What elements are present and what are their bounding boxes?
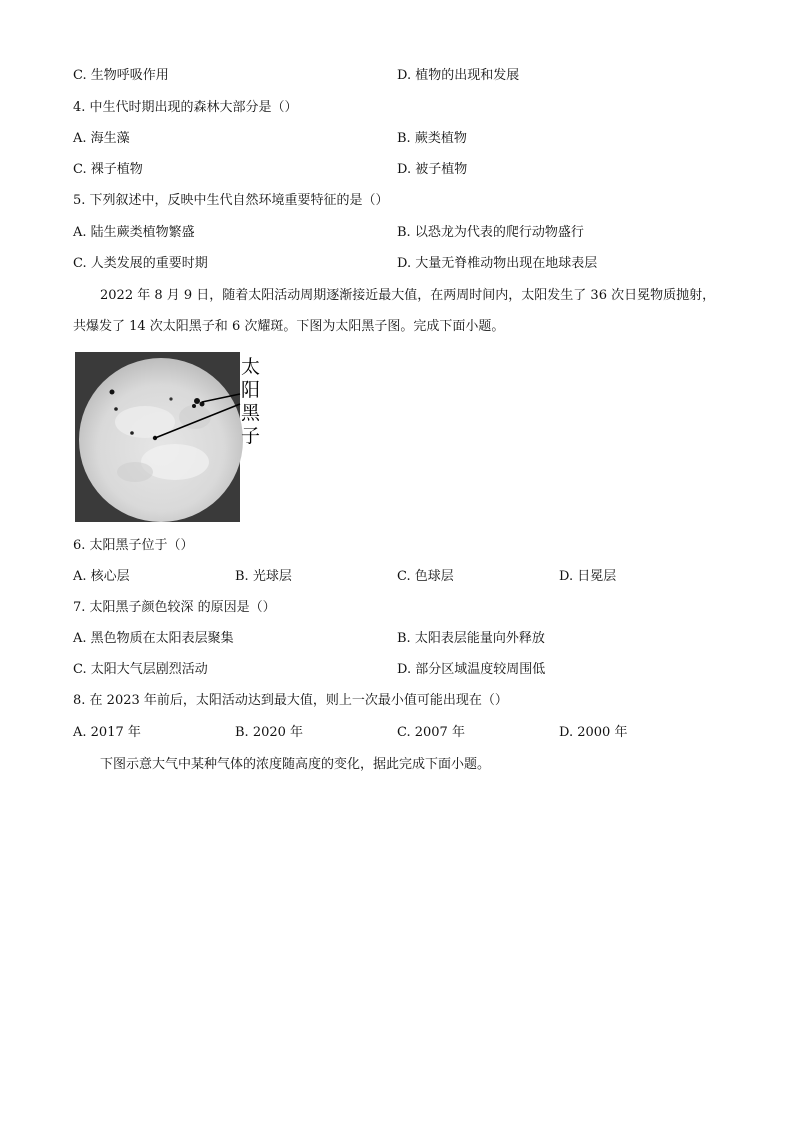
- passage-atmosphere: 下图示意大气中某种气体的浓度随高度的变化，据此完成下面小题。: [100, 757, 491, 772]
- q5-option-b: B. 以恐龙为代表的爬行动物盛行: [397, 225, 584, 240]
- q6-option-c: C. 色球层: [397, 569, 454, 584]
- q4-option-b: B. 蕨类植物: [397, 131, 467, 146]
- q3-option-c: C. 生物呼吸作用: [73, 68, 169, 83]
- q7-option-a: A. 黑色物质在太阳表层聚集: [73, 631, 234, 646]
- q5-stem: 5. 下列叙述中，反映中生代自然环境重要特征的是（）: [73, 193, 389, 208]
- q7-stem: 7. 太阳黑子颜色较深 的原因是（）: [73, 600, 276, 615]
- label-char-2: 阳: [241, 379, 261, 401]
- q5-option-c: C. 人类发展的重要时期: [73, 256, 208, 271]
- q8-option-d: D. 2000 年: [559, 725, 628, 740]
- q8-option-a: A. 2017 年: [73, 725, 141, 740]
- passage-sunspot-line1: 2022 年 8 月 9 日，随着太阳活动周期逐渐接近最大值，在两周时间内，太阳发生了 36 次日冕物质抛射，: [100, 288, 716, 303]
- sun-disk: [79, 358, 243, 522]
- q4-option-d: D. 被子植物: [397, 162, 468, 177]
- q3-option-d: D. 植物的出现和发展: [397, 68, 520, 83]
- q5-option-a: A. 陆生蕨类植物繁盛: [73, 225, 195, 240]
- q5-option-d: D. 大量无脊椎动物出现在地球表层: [397, 256, 598, 271]
- q7-option-c: C. 太阳大气层剧烈活动: [73, 662, 208, 677]
- q4-option-c: C. 裸子植物: [73, 162, 143, 177]
- q4-option-a: A. 海生藻: [73, 131, 130, 146]
- q8-option-b: B. 2020 年: [235, 725, 304, 740]
- q6-option-a: A. 核心层: [73, 569, 130, 584]
- q7-option-b: B. 太阳表层能量向外释放: [397, 631, 545, 646]
- sunspot-image: [75, 352, 268, 522]
- label-char-1: 太: [241, 356, 261, 378]
- q4-stem: 4. 中生代时期出现的森林大部分是（）: [73, 100, 298, 115]
- q6-option-b: B. 光球层: [235, 569, 292, 584]
- q6-stem: 6. 太阳黑子位于（）: [73, 538, 194, 553]
- label-char-3: 黑: [241, 402, 261, 424]
- q7-option-d: D. 部分区域温度较周围低: [397, 662, 546, 677]
- sunspot-label: [241, 356, 261, 447]
- sunspot-figure: [75, 352, 268, 522]
- label-char-4: 子: [241, 425, 261, 447]
- q8-stem: 8. 在 2023 年前后，太阳活动达到最大值，则上一次最小值可能出现在（）: [73, 693, 508, 708]
- q8-option-c: C. 2007 年: [397, 725, 465, 740]
- passage-sunspot-line2: 共爆发了 14 次太阳黑子和 6 次耀斑。下图为太阳黑子图。完成下面小题。: [73, 319, 505, 334]
- q6-option-d: D. 日冕层: [559, 569, 617, 584]
